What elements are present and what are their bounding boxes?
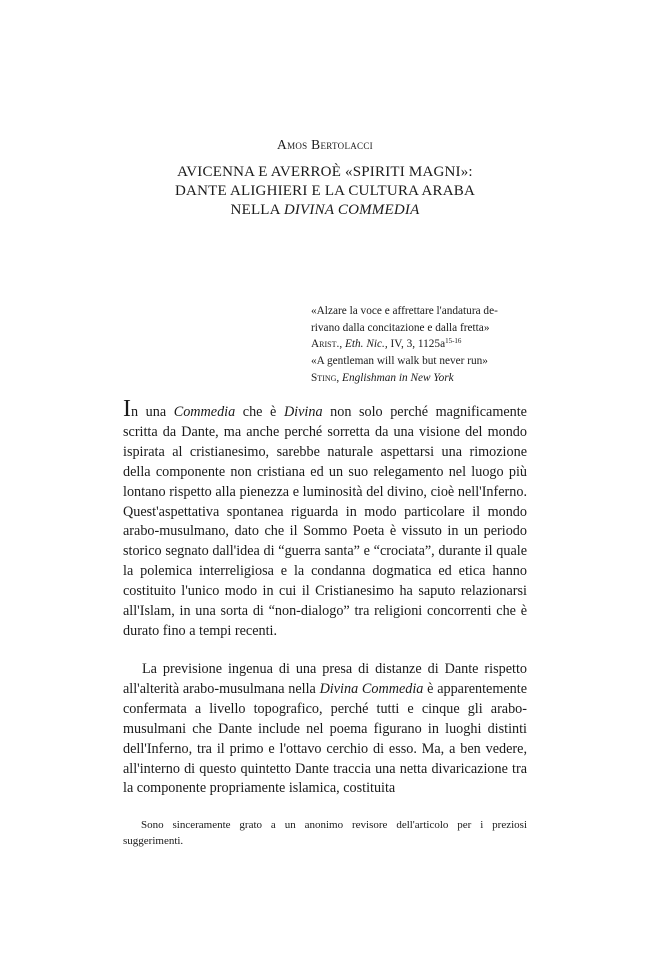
epigraph-aristotle bbox=[311, 303, 526, 353]
epigraph-source bbox=[311, 370, 526, 387]
epigraph-quote-line: rivano dalla concitazione e dalla fretta» bbox=[311, 321, 490, 334]
paragraph-text: non solo perché magnificamente scritta da Dante, ma anche perché sorretta da una visione del mondo ispirata al cristianesimo, sarebbe naturale aspettarsi una rimozione della componente non cristiana ed un suo relegamento nel luogo più lontano rispetto alla pienezza e luminosità del divino, cioè nell'Inferno. Quest'aspettativa spontanea riguarda in modo particolare il mondo arabo-musulmano, dato che il Sommo Poeta è vissuto in un periodo storico segnato dall'idea di “guerra santa” e “crociata”, durante il quale la polemica interreligiosa e la condanna dogmatica ed etica hanno costituito l'unico modo in cui il Cristianesimo ha saputo relazionarsi all'Islam, in una sorta di “non-dialogo” tra religioni concorrenti che è durato fino a tempi recenti. bbox=[123, 404, 527, 639]
epigraph-source-author: Sting, bbox=[311, 371, 340, 384]
epigraph-source-work: Eth. Nic., bbox=[344, 338, 388, 350]
epigraph-sting bbox=[311, 353, 526, 386]
title-line-1: AVICENNA E AVERROÈ «SPIRITI MAGNI»: bbox=[177, 164, 473, 180]
title-line-3-italic: DIVINA COMMEDIA bbox=[283, 202, 420, 218]
epigraph-source-sup: 15-16 bbox=[445, 337, 462, 345]
paragraph-text: che è bbox=[235, 404, 284, 420]
epigraph-quote-line: «Alzare la voce e affrettare l'andatura de- bbox=[311, 305, 498, 317]
body-paragraph-1 bbox=[123, 396, 527, 642]
article-title bbox=[0, 163, 650, 220]
paragraph-italic: Commedia bbox=[173, 404, 236, 420]
paragraph-text: La previsione ingenua di una presa di distanze di Dante rispetto all'alterità arabo-musulmana nella bbox=[123, 661, 527, 697]
paragraph-text: è apparentemente confermata a livello topografico, perché tutti e cinque gli arabo-musulmani che Dante include nel poema figurano in luoghi distinti dell'Inferno, tra il primo e l'ottavo cerchio di esso. Ma, a ben vedere, all'interno di questo quintetto Dante traccia una netta divaricazione tra la componente propriamente islamica, costituita bbox=[123, 680, 527, 797]
epigraph-source-work: Englishman in New York bbox=[342, 371, 454, 384]
footnote: Sono sinceramente grato a un anonimo revisore dell'articolo per i preziosi suggerimenti. bbox=[123, 819, 527, 847]
paragraph-italic: Divina bbox=[283, 404, 323, 420]
body-paragraph-2 bbox=[123, 660, 527, 799]
epigraph-source-author: Arist., bbox=[311, 338, 343, 350]
paragraph-italic: Divina Commedia bbox=[319, 680, 424, 697]
epigraph-quote-line: «A gentleman will walk but never run» bbox=[311, 355, 488, 367]
epigraph-source bbox=[311, 336, 526, 353]
title-line-3 bbox=[0, 201, 650, 220]
epigraph-source-ref: IV, 3, 1125a bbox=[387, 338, 446, 350]
drop-cap: I bbox=[123, 396, 131, 422]
author-name: Amos Bertolacci bbox=[277, 137, 373, 152]
paragraph-text: n una bbox=[131, 404, 174, 420]
title-line-2: DANTE ALIGHIERI E LA CULTURA ARABA bbox=[175, 183, 475, 199]
title-line-3-prefix: NELLA bbox=[230, 202, 284, 218]
